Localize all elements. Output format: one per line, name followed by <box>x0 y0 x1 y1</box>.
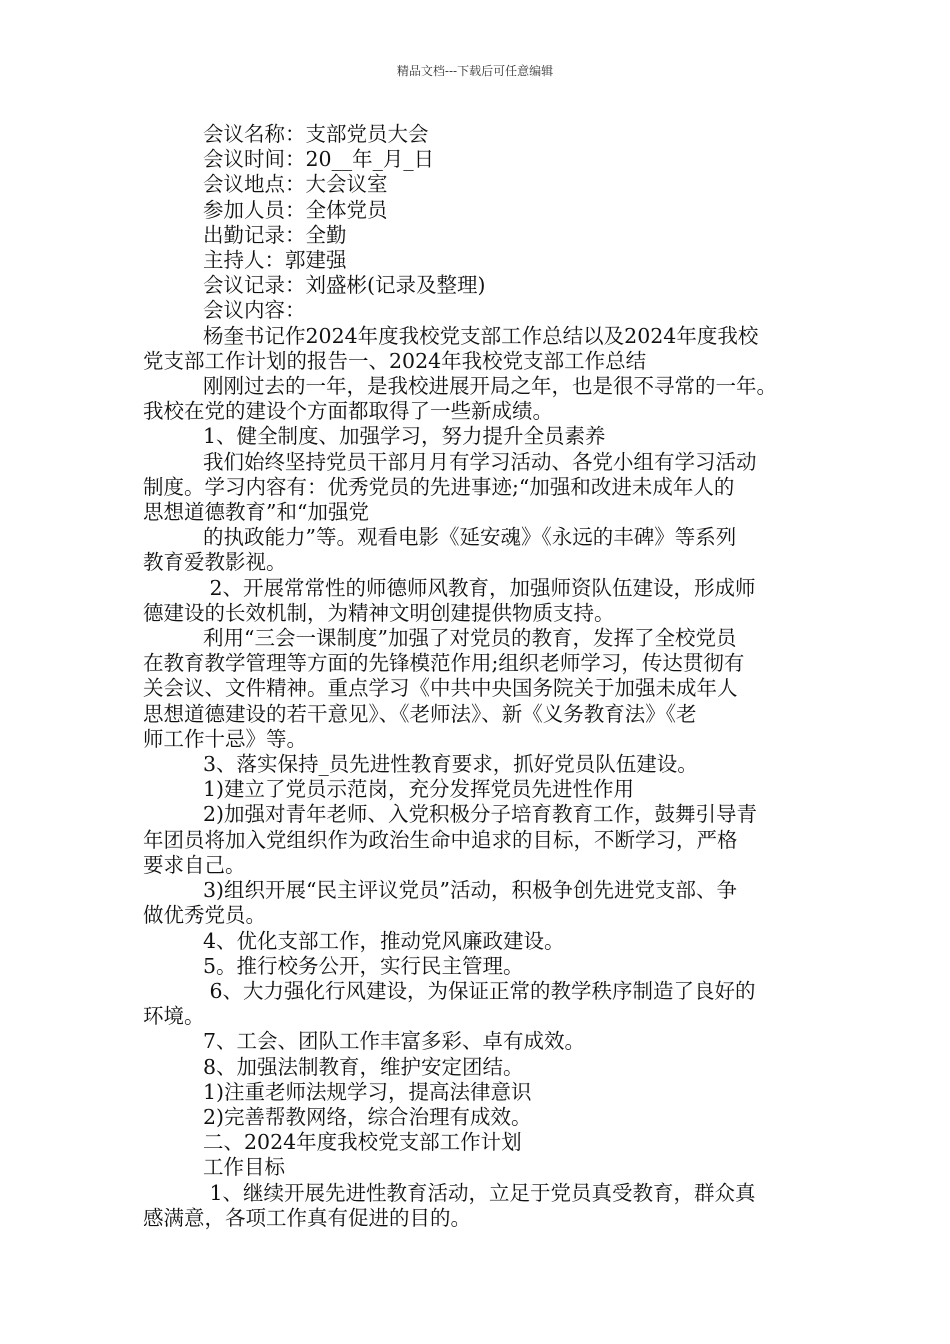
meeting-host: 主持人：郭建强 <box>203 248 347 273</box>
list-item: 2)加强对青年老师、入党积极分子培育教育工作，鼓舞引导青 <box>203 802 758 827</box>
text-line: 德建设的长效机制，为精神文明创建提供物质支持。 <box>143 600 615 625</box>
meeting-content-label: 会议内容： <box>203 298 306 323</box>
section-heading: 2、开展常常性的师德师风教育，加强师资队伍建设，形成师 <box>203 575 756 600</box>
section-heading: 8、加强法制教育，维护安定团结。 <box>203 1054 524 1079</box>
section-heading: 6、大力强化行风建设，为保证正常的教学秩序制造了良好的 <box>203 978 756 1003</box>
text-line: 杨奎书记作2024年度我校党支部工作总结以及2024年度我校 <box>203 323 759 348</box>
document-body <box>143 122 811 1231</box>
text-line: 感满意，各项工作真有促进的目的。 <box>143 1205 471 1230</box>
text-line: 我们始终坚持党员干部月月有学习活动、各党小组有学习活动 <box>203 449 757 474</box>
text-line: 师工作十忌》等。 <box>143 726 307 751</box>
text-line: 环境。 <box>143 1004 205 1029</box>
section-heading: 3、落实保持_员先进性教育要求，抓好党员队伍建设。 <box>203 752 698 777</box>
meeting-attendees: 参加人员：全体党员 <box>203 197 388 222</box>
text-line: 的执政能力”等。观看电影《延安魂》《永远的丰碑》等系列 <box>203 525 737 550</box>
text-line: 教育爱教影视。 <box>143 550 287 575</box>
text-line: 党支部工作计划的报告一、2024年我校党支部工作总结 <box>143 348 647 373</box>
meeting-recorder: 会议记录：刘盛彬(记录及整理) <box>203 273 486 298</box>
section-heading: 1、健全制度、加强学习，努力提升全员素养 <box>203 424 606 449</box>
list-item: 3)组织开展“民主评议党员”活动，积极争创先进党支部、争 <box>203 878 737 903</box>
section-heading: 4、优化支部工作，推动党风廉政建设。 <box>203 928 565 953</box>
list-item: 1)注重老师法规学习，提高法律意识 <box>203 1079 532 1104</box>
meeting-location: 会议地点：大会议室 <box>203 172 388 197</box>
text-line: 我校在党的建设个方面都取得了一些新成绩。 <box>143 399 553 424</box>
text-line: 利用“三会一课制度”加强了对党员的教育，发挥了全校党员 <box>203 626 737 651</box>
text-line: 关会议、文件精神。重点学习《中共中央国务院关于加强未成年人 <box>143 676 738 701</box>
text-line: 要求自己。 <box>143 852 246 877</box>
text-line: 思想道德教育”和“加强党 <box>143 500 369 525</box>
section-heading: 7、工会、团队工作丰富多彩、卓有成效。 <box>203 1029 586 1054</box>
section-heading: 5。推行校务公开，实行民主管理。 <box>203 953 524 978</box>
list-item: 1)建立了党员示范岗，充分发挥党员先进性作用 <box>203 777 635 802</box>
text-line: 制度。学习内容有：优秀党员的先进事迹;“加强和改进未成年人的 <box>143 474 735 499</box>
meeting-attendance: 出勤记录：全勤 <box>203 222 347 247</box>
page-header: 精品文档---下载后可任意编辑 <box>396 64 554 78</box>
text-line: 思想道德建设的若干意见》、《老师法》、新《义务教育法》《老 <box>143 701 697 726</box>
list-item: 2)完善帮教网络，综合治理有成效。 <box>203 1104 532 1129</box>
text-line: 刚刚过去的一年，是我校进展开局之年，也是很不寻常的一年。 <box>203 374 777 399</box>
text-line: 年团员将加入党组织作为政治生命中追求的目标，不断学习，严格 <box>143 827 738 852</box>
text-line: 在教育教学管理等方面的先锋模范作用;组织老师学习，传达贯彻有 <box>143 651 745 676</box>
meeting-name: 会议名称：支部党员大会 <box>203 122 429 146</box>
subsection-heading: 工作目标 <box>203 1155 285 1180</box>
list-item: 1、继续开展先进性教育活动，立足于党员真受教育，群众真 <box>203 1180 756 1205</box>
section-heading: 二、2024年度我校党支部工作计划 <box>203 1130 522 1155</box>
text-line: 做优秀党员。 <box>143 903 266 928</box>
meeting-time: 会议时间：20__年_月_日 <box>203 147 435 172</box>
